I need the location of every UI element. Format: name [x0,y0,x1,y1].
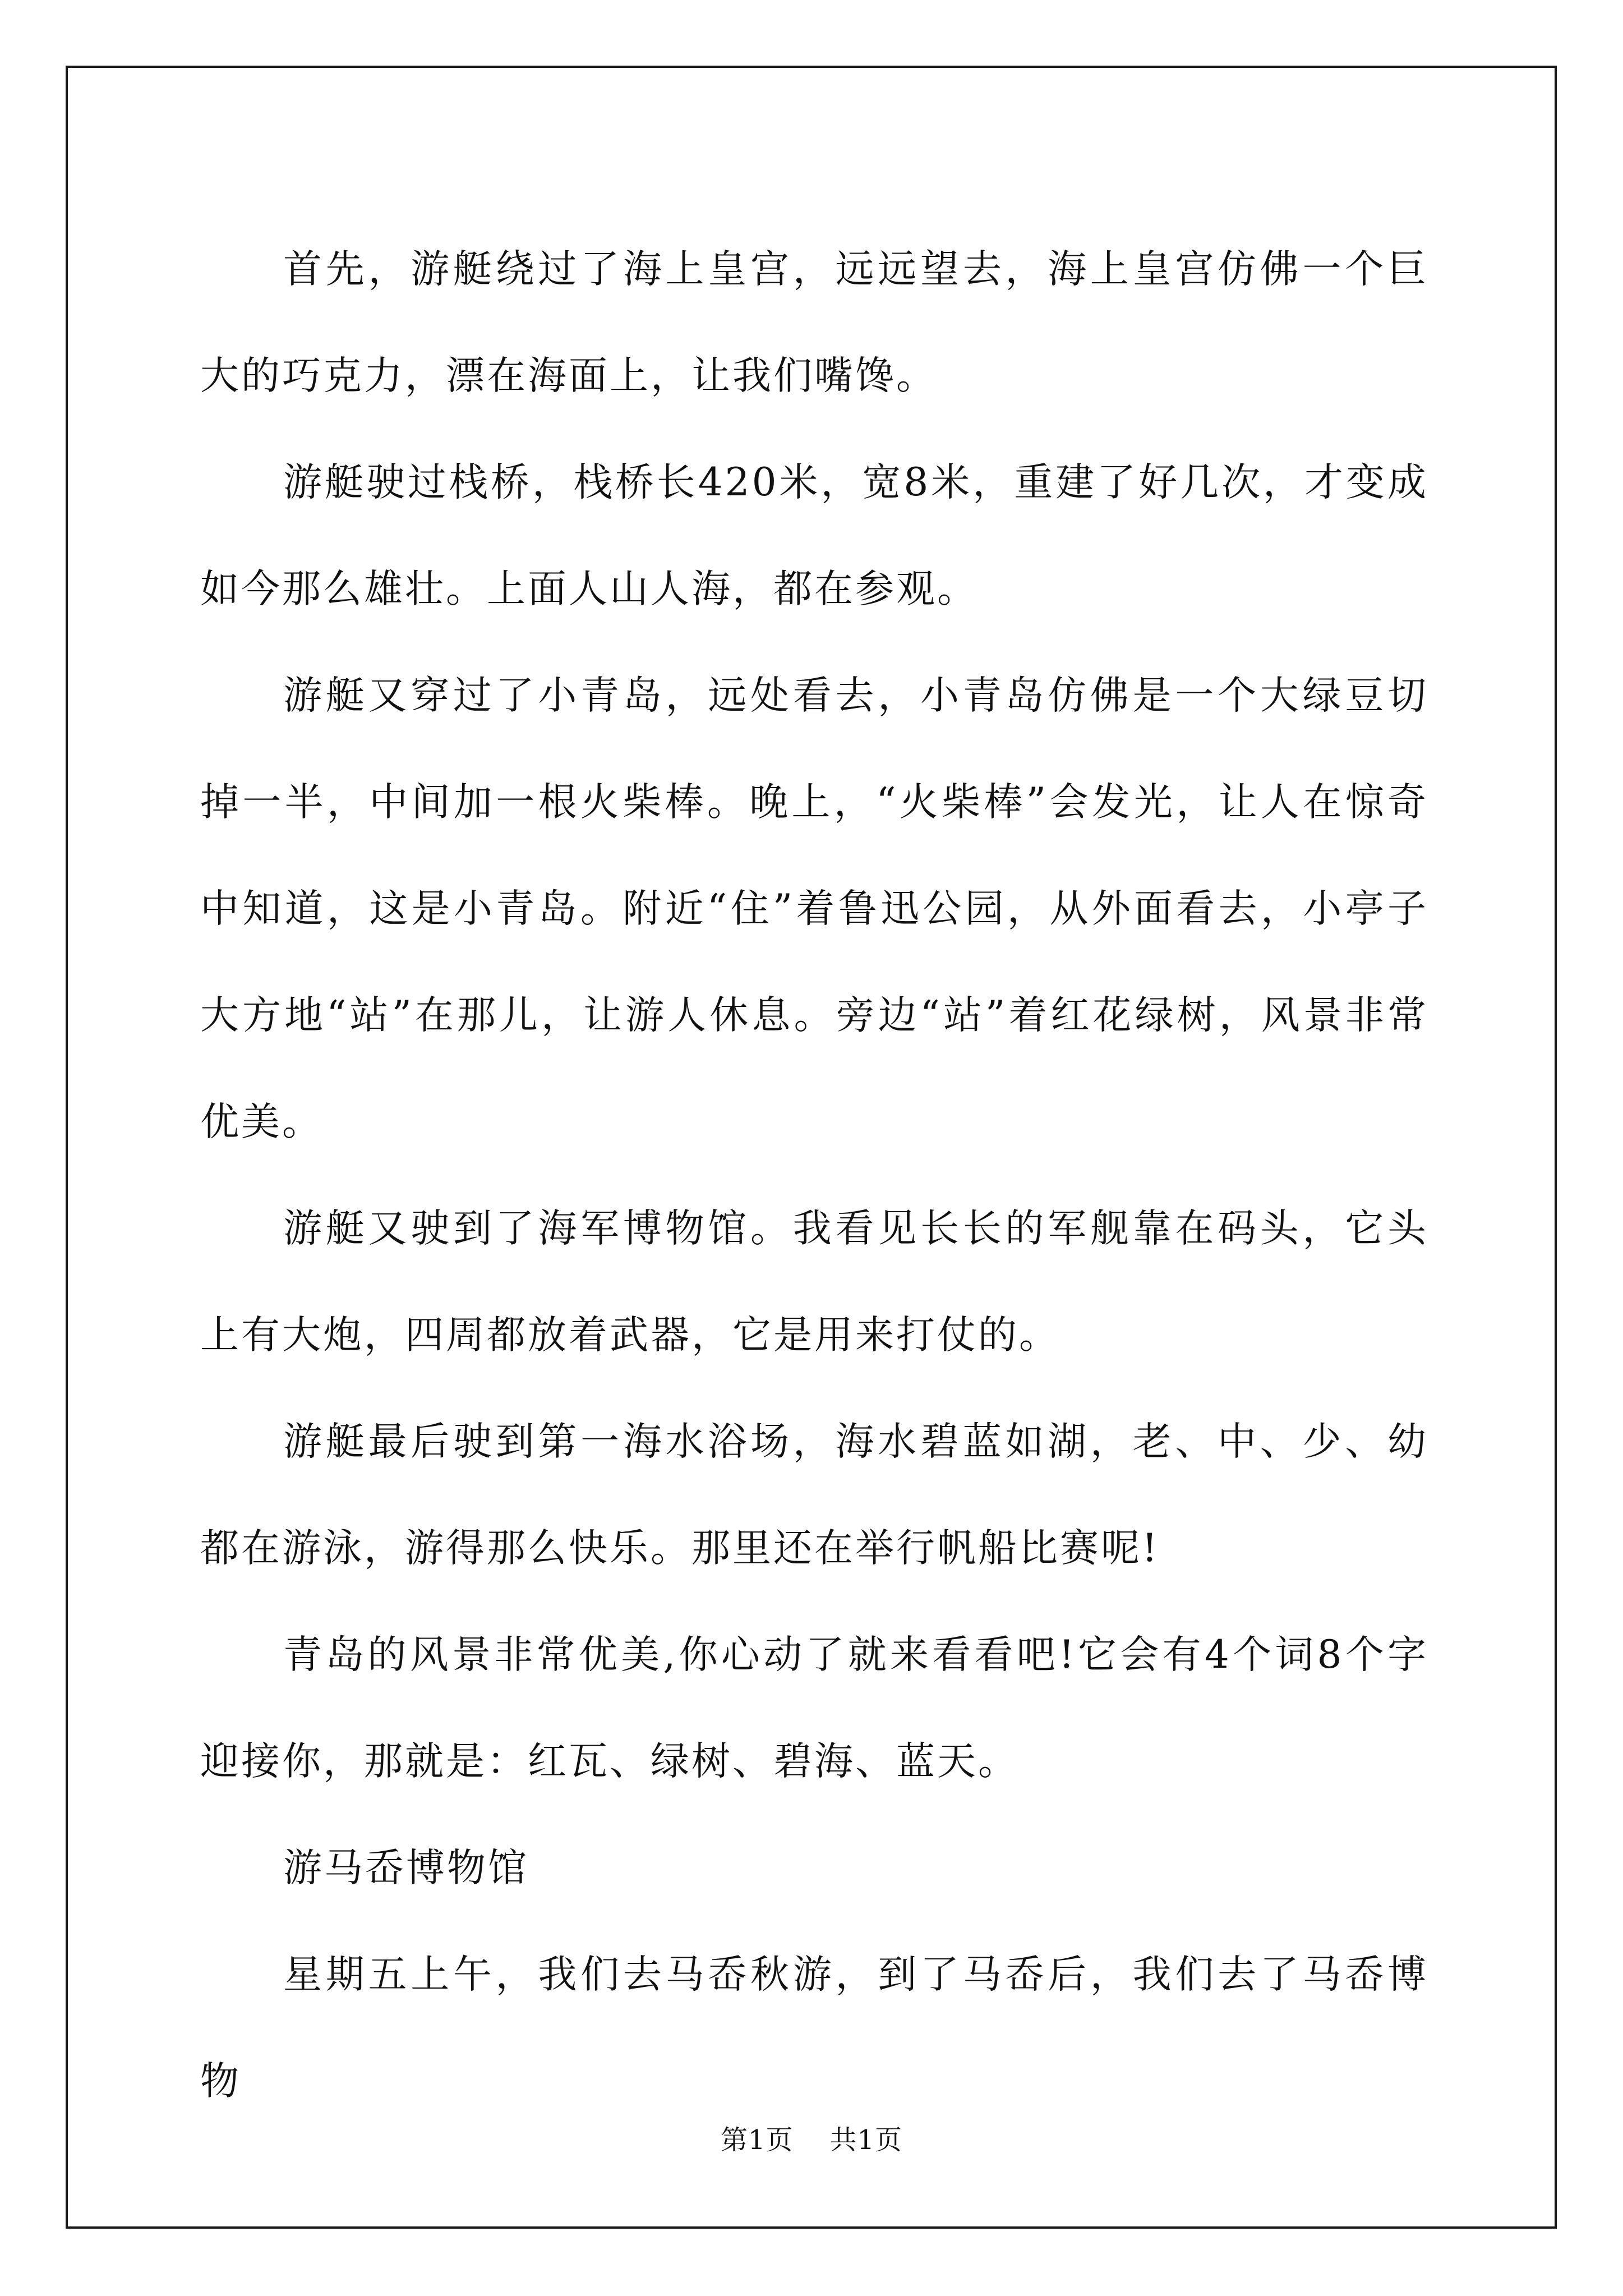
paragraph: 游艇驶过栈桥，栈桥长420米，宽8米，重建了好几次，才变成如今那么雄壮。上面人山人海，都在参观。 [200,460,1428,611]
section-heading: 游马岙博物馆 [283,1846,529,1890]
paragraph: 游艇又驶到了海军博物馆。我看见长长的军舰靠在码头，它头上有大炮，四周都放着武器，它是用来打仗的。 [200,1206,1428,1358]
paragraph: 青岛的风景非常优美,你心动了就来看看吧!它会有4个词8个字迎接你，那就是：红瓦、绿树、碧海、蓝天。 [200,1632,1428,1784]
paragraph: 游艇又穿过了小青岛，远处看去，小青岛仿佛是一个大绿豆切掉一半，中间加一根火柴棒。晚上，“火柴棒”会发光，让人在惊奇中知道，这是小青岛。附近“住”着鲁迅公园，从外面看去，小亭子大方地“站”在那儿，让游人休息。旁边“站”着红花绿树，风景非常优美。 [200,673,1428,1144]
document-body [200,216,1428,2134]
page-total: 共1页 [829,2124,903,2156]
paragraph: 游艇最后驶到第一海水浴场，海水碧蓝如湖，老、中、少、幼都在游泳，游得那么快乐。那里还在举行帆船比赛呢! [200,1419,1428,1571]
paragraph: 首先，游艇绕过了海上皇宫，远远望去，海上皇宫仿佛一个巨大的巧克力，漂在海面上，让我们嘴馋。 [200,247,1428,398]
page-number: 第1页 [720,2124,794,2156]
paragraph: 星期五上午，我们去马岙秋游，到了马岙后，我们去了马岙博物 [200,1952,1428,2104]
page-footer [0,2123,1623,2157]
